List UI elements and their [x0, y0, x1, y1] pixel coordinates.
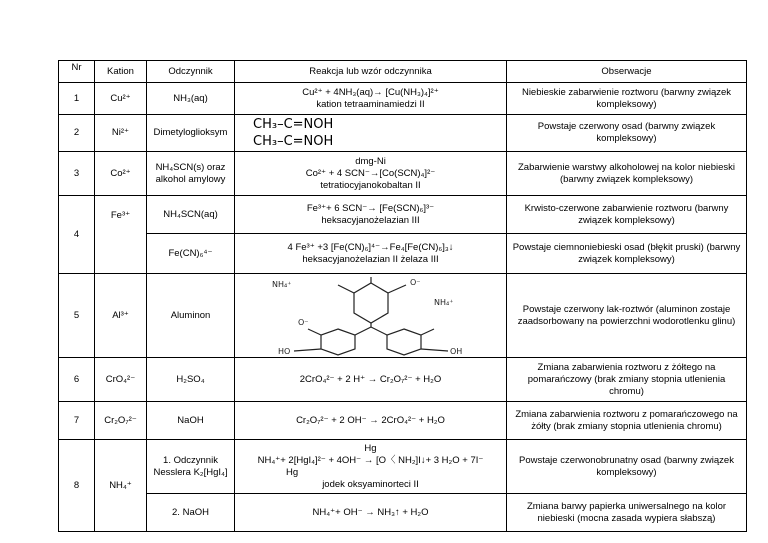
cell-kation: Ni²⁺ — [95, 115, 147, 152]
cell-reakcja — [235, 234, 507, 274]
header-nr: Nr — [59, 61, 95, 83]
cell-reakcja: 2CrO₄²⁻ + 2 H⁺ → Cr₂O₇²⁻ + H₂O — [235, 358, 507, 402]
structure-label: O⁻ — [297, 317, 309, 327]
header-odczynnik: Odczynnik — [147, 61, 235, 83]
table-row — [59, 83, 747, 115]
reaction-equation: Fe³⁺+ 6 SCN⁻→ [Fe(SCN)₆]³⁻ — [306, 202, 435, 214]
cell-nr: 2 — [59, 115, 95, 152]
cell-kation: Co²⁺ — [95, 152, 147, 196]
reaction-equation: Co²⁺ + 4 SCN⁻→[Co(SCN)₄]²⁻ — [305, 167, 436, 179]
cell-odczynnik: NH₃(aq) — [147, 83, 235, 115]
cell-odczynnik: NH₄SCN(aq) — [147, 196, 235, 234]
header-row — [59, 61, 747, 83]
cell-kation: Al³⁺ — [95, 274, 147, 358]
cell-obserwacje: Powstaje czerwony lak-roztwór (aluminon zostaje zaadsorbowany na powierzchni wodorotlenku glinu) — [507, 274, 747, 358]
cell-odczynnik: NaOH — [147, 402, 235, 440]
table-row — [59, 196, 747, 234]
structure-label: OH — [449, 346, 462, 356]
cell-odczynnik: NH₄SCN(s) oraz alkohol amylowy — [147, 152, 235, 196]
cell-nr: 4 — [59, 196, 95, 274]
structure-line: CH₃–C=NOH — [253, 134, 334, 149]
table-row — [59, 274, 747, 358]
structure-ring-right — [387, 329, 421, 355]
reaction-equation: 4 Fe³⁺ +3 [Fe(CN)₆]⁴⁻→Fe₄[Fe(CN)₆]₃↓ — [287, 241, 454, 253]
structure-ring-top — [354, 283, 388, 323]
cell-odczynnik: H₂SO₄ — [147, 358, 235, 402]
structure-line: CH₃–C=NOH — [253, 117, 334, 132]
cell-odczynnik: 2. NaOH — [147, 494, 235, 532]
cell-nr: 7 — [59, 402, 95, 440]
cell-reakcja: NH₄⁺+ OH⁻ → NH₃↑ + H₂O — [235, 494, 507, 532]
aluminon-structure — [238, 275, 504, 357]
cell-obserwacje: Powstaje ciemnoniebieski osad (błękit pruski) (barwny związek kompleksowy) — [507, 234, 747, 274]
cell-obserwacje: Zmiana zabarwienia roztworu z żółtego na pomarańczowy (brak zmiany stopnia utlenienia chromu) — [507, 358, 747, 402]
reaction-table — [58, 60, 747, 532]
cell-odczynnik: Dimetyloglioksym — [147, 115, 235, 152]
cell-reakcja — [235, 152, 507, 196]
table-row — [59, 440, 747, 494]
cell-obserwacje: Powstaje czerwony osad (barwny związek kompleksowy) — [507, 115, 747, 152]
table-row — [59, 494, 747, 532]
cell-kation: NH₄⁺ — [95, 440, 147, 532]
cell-kation: Fe³⁺ — [95, 196, 147, 274]
header-kation: Kation — [95, 61, 147, 83]
table-row — [59, 402, 747, 440]
cell-reakcja — [235, 274, 507, 358]
cell-obserwacje: Zabarwienie warstwy alkoholowej na kolor niebieski (barwny związek kompleksowy) — [507, 152, 747, 196]
cell-obserwacje: Niebieskie zabarwienie roztworu (barwny związek kompleksowy) — [507, 83, 747, 115]
cell-reakcja — [235, 115, 507, 152]
structure-label: NH₄⁺ — [271, 279, 291, 289]
cell-nr: 6 — [59, 358, 95, 402]
structure-label: NH₄⁺ — [433, 297, 453, 307]
reaction-hg-bottom: Hg — [286, 466, 299, 478]
cell-reakcja: Cr₂O₇²⁻ + 2 OH⁻ → 2CrO₄²⁻ + H₂O — [235, 402, 507, 440]
cell-odczynnik: Fe(CN)₆⁴⁻ — [147, 234, 235, 274]
reaction-product-name: tetratiocyjanokobaltan II — [320, 179, 421, 191]
reaction-equation: NH₄⁺+ 2[HgI₄]²⁻ + 4OH⁻ → [O〈 NH₂]I↓+ 3 H₂O + 7I⁻ — [257, 454, 484, 466]
reaction-equation: Cu²⁺ + 4NH₃(aq)→ [Cu(NH₃)₄]²⁺ — [302, 86, 439, 98]
cell-reakcja — [235, 83, 507, 115]
structure-label: O⁻ — [409, 277, 421, 287]
table-row — [59, 152, 747, 196]
structure-label: HO — [277, 346, 290, 356]
header-obserwacje: Obserwacje — [507, 61, 747, 83]
header-reakcja: Reakcja lub wzór odczynnika — [235, 61, 507, 83]
reaction-product-name: kation tetraaminamiedzi II — [316, 98, 425, 110]
cell-nr: 8 — [59, 440, 95, 532]
cell-nr: 3 — [59, 152, 95, 196]
reaction-product-name: heksacyjanożelazian III — [321, 214, 420, 226]
cell-obserwacje: Powstaje czerwonobrunatny osad (barwny związek kompleksowy) — [507, 440, 747, 494]
reaction-product-name: dmg-Ni — [355, 155, 386, 167]
cell-nr: 5 — [59, 274, 95, 358]
table-row — [59, 358, 747, 402]
table-row — [59, 234, 747, 274]
cell-reakcja — [235, 440, 507, 494]
cell-kation: Cu²⁺ — [95, 83, 147, 115]
cell-obserwacje: Zmiana zabarwienia roztworu z pomarańczowego na żółty (brak zmiany stopnia utlenienia chromu) — [507, 402, 747, 440]
cell-odczynnik: Aluminon — [147, 274, 235, 358]
table-row — [59, 115, 747, 152]
reaction-product-name: jodek oksyaminorteci II — [322, 478, 419, 490]
cell-kation: CrO₄²⁻ — [95, 358, 147, 402]
structure-ring-left — [321, 329, 355, 355]
cell-kation: Cr₂O₇²⁻ — [95, 402, 147, 440]
reaction-hg-top: Hg — [364, 442, 377, 454]
reaction-product-name: heksacyjanożelazian II żelaza III — [302, 253, 439, 265]
cell-obserwacje: Zmiana barwy papierka uniwersalnego na kolor niebieski (mocna zasada wypiera słabszą) — [507, 494, 747, 532]
cell-obserwacje: Krwisto-czerwone zabarwienie roztworu (barwny związek kompleksowy) — [507, 196, 747, 234]
cell-nr: 1 — [59, 83, 95, 115]
cell-reakcja — [235, 196, 507, 234]
cell-odczynnik: 1. Odczynnik Nesslera K₂[HgI₄] — [147, 440, 235, 494]
dimethylglyoxime-structure — [253, 116, 333, 150]
